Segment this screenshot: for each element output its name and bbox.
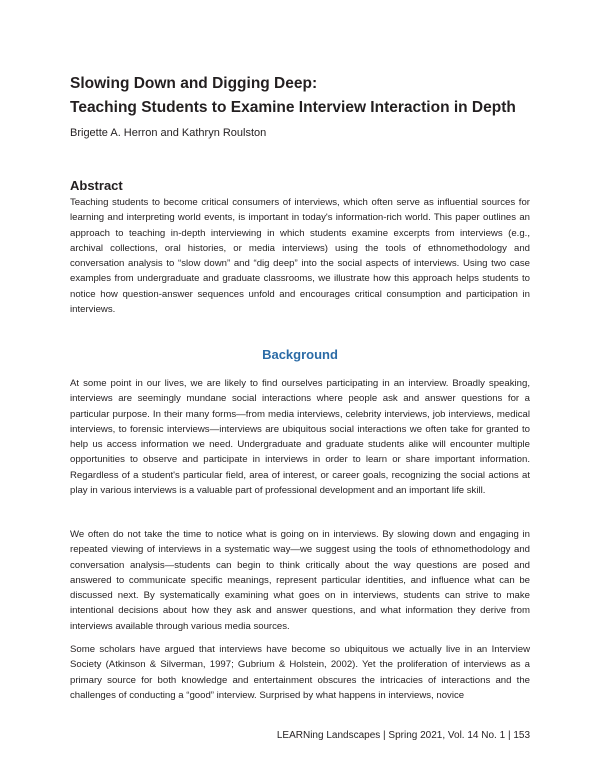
background-paragraph-3: Some scholars have argued that interviews have become so ubiquitous we actually live in an Interview Society (Atkinson & Silverman, 1997; Gubrium & Holstein, 2002). Yet the proliferation of interviews as a primary source for both knowledge and entertainment obscures the intricacies of interactions and the challenges of conducting a “good” interview. Surprised by what happens in interviews, novice bbox=[70, 644, 530, 701]
article-title-line2: Teaching Students to Examine Interview Interaction in Depth bbox=[70, 99, 516, 116]
abstract-heading: Abstract bbox=[70, 178, 123, 193]
page-footer: LEARNing Landscapes | Spring 2021, Vol. 14 No. 1 | 153 bbox=[276, 730, 530, 741]
background-paragraph-1: At some point in our lives, we are likely to find ourselves participating in an interview. Broadly speaking, interviews are seemingly mundane social interactions where people ask and answer questions for a particular purpose. In their many forms—from media interviews, celebrity interviews, job interviews, medical interviews, to forensic interviews—interviews are ubiquitous social interactions we often take for granted to help us access information we need. Undergraduate and graduate students alike will encounter multiple opportunities to observe and participate in interviews in order to learn or share important information. Regardless of a student's particular field, area of interest, or career goals, recognizing the social actions at play in various interviews is a valuable part of professional development and an important life skill. bbox=[70, 378, 530, 497]
article-title bbox=[70, 72, 540, 120]
article-authors: Brigette A. Herron and Kathryn Roulston bbox=[70, 127, 267, 139]
background-heading: Background bbox=[262, 347, 338, 362]
article-title-line1: Slowing Down and Digging Deep: bbox=[70, 75, 318, 92]
abstract-text: Teaching students to become critical consumers of interviews, which often serve as influential sources for learning and interpreting world events, is important in today's information-rich world. This paper outlines an approach to teaching in-depth interviewing in which students examine excerpts from interviews (e.g., archival collections, oral histories, or media interviews) using the tools of ethnomethodology and conversation analysis to “slow down” and “dig deep” into the social aspects of interviews. Using two case examples from undergraduate and graduate classrooms, we illustrate how this approach helps students to notice how question-answer sequences unfold and encourages critical consumption and participation in interviews. bbox=[70, 197, 530, 316]
background-paragraph-2: We often do not take the time to notice what is going on in interviews. By slowing down and engaging in repeated viewing of interviews in a systematic way—we suggest using the tools of ethnomethodology and conversation analysis—students can begin to think critically about the way questions are posed and answered to communicate specific meanings, represent particular identities, and influence what can be discussed next. By systematically examining what goes on in interviews, students can strive to make intentional decisions about how they ask and answer questions, and what information they derive from interviews available through various media sources. bbox=[70, 529, 530, 632]
